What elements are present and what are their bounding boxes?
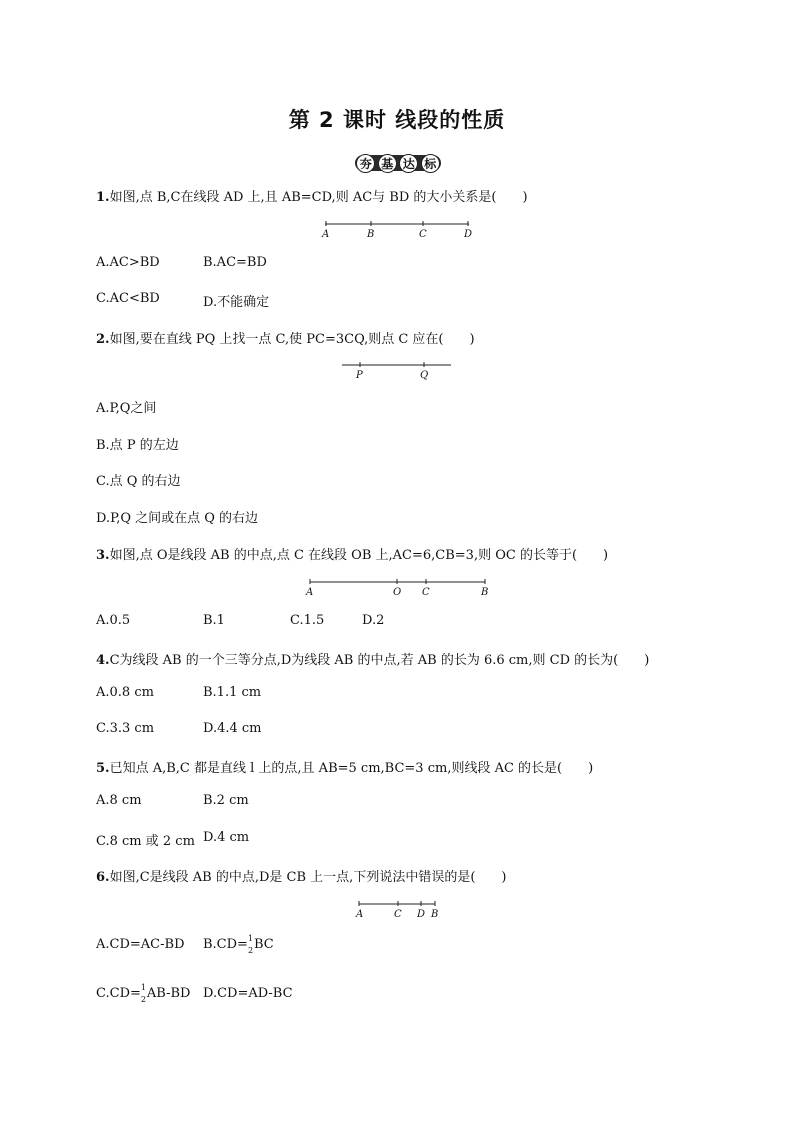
question-number: 1. [96,190,110,205]
point-label: C [394,909,402,920]
fraction-numerator: 1 [247,934,254,943]
option-d: D.不能确定 [203,295,270,310]
fraction-numerator: 1 [140,983,146,992]
figure-q1 [322,220,473,240]
option-a: A.AC>BD [96,255,160,270]
question-number: 3. [96,548,110,563]
question-text: 如图,C是线段 AB 的中点,D是 CB 上一点,下列说法中错误的是( ) [109,870,507,885]
question-3 [96,544,608,563]
figure-q3 [308,578,488,598]
option-c: C.1.5 [290,613,325,628]
point-label: C [422,587,430,598]
question-2 [96,328,475,347]
option-a: A.8 cm [96,793,142,808]
figure-q2 [342,361,452,381]
option-d: D.2 [362,613,385,628]
point-label: A [322,229,330,240]
point-label: D [464,229,473,240]
question-text: C为线段 AB 的一个三等分点,D为线段 AB 的中点,若 AB 的长为 6.6 cm,则 CD 的长为( ) [109,653,650,668]
option-a: A.0.8 cm [96,685,154,700]
point-label: D [417,909,426,920]
question-number: 2. [96,332,110,347]
option-suffix: AB-BD [146,986,191,1001]
option-suffix: BC [253,937,274,952]
question-text: 如图,要在直线 PQ 上找一点 C,使 PC=3CQ,则点 C 应在( ) [109,332,475,347]
point-label: B [431,909,439,920]
section-banner [355,152,441,174]
point-label: Q [420,370,429,381]
option-prefix: C.CD= [96,986,141,1001]
option-b: B.1.1 cm [203,685,262,700]
option-a: A.CD=AC-BD [96,937,185,952]
option-c: C.3.3 cm [96,721,155,736]
page-title: 第 2 课时 线段的性质 [288,108,506,132]
point-label: C [419,229,427,240]
option-c: C.8 cm 或 2 cm [96,834,195,849]
option-c [96,983,191,1004]
option-a: A.0.5 [96,613,131,628]
point-label: A [356,909,364,920]
point-label: A [306,587,314,598]
banner-char: 基 [378,154,397,173]
banner-char: 达 [399,154,418,173]
option-b: B.点 P 的左边 [96,438,179,453]
question-text: 如图,点 O是线段 AB 的中点,点 C 在线段 OB 上,AC=6,CB=3,则 OC 的长等于( ) [109,548,609,563]
question-6 [96,866,506,885]
option-b: B.AC=BD [203,255,267,270]
option-d: D.CD=AD-BC [203,986,293,1001]
question-number: 6. [96,870,110,885]
banner-char: 标 [421,154,440,173]
question-5 [96,757,593,776]
question-number: 4. [96,653,110,668]
option-c: C.点 Q 的右边 [96,474,181,489]
question-text: 如图,点 B,C在线段 AD 上,且 AB=CD,则 AC与 BD 的大小关系是( ) [109,190,528,205]
fraction-denominator: 2 [140,995,146,1004]
option-a: A.P,Q之间 [96,401,157,416]
point-label: O [393,587,402,598]
point-label: B [481,587,489,598]
point-label: P [356,370,363,381]
question-1 [96,186,528,205]
option-d: D.4 cm [203,830,250,845]
option-prefix: B.CD= [203,937,248,952]
option-d: D.4.4 cm [203,721,262,736]
fraction [140,983,147,1004]
question-number: 5. [96,761,110,776]
option-c: C.AC<BD [96,291,160,306]
figure-q6 [358,900,440,920]
fraction [247,934,254,955]
option-b: B.2 cm [203,793,249,808]
option-b: B.1 [203,613,225,628]
option-b [203,934,274,955]
fraction-denominator: 2 [247,946,254,955]
point-label: B [367,229,375,240]
question-4 [96,649,649,668]
option-d: D.P,Q 之间或在点 Q 的右边 [96,511,259,526]
banner-char: 夯 [356,154,375,173]
question-text: 已知点 A,B,C 都是直线 l 上的点,且 AB=5 cm,BC=3 cm,则线段 AC 的长是( ) [109,761,594,776]
